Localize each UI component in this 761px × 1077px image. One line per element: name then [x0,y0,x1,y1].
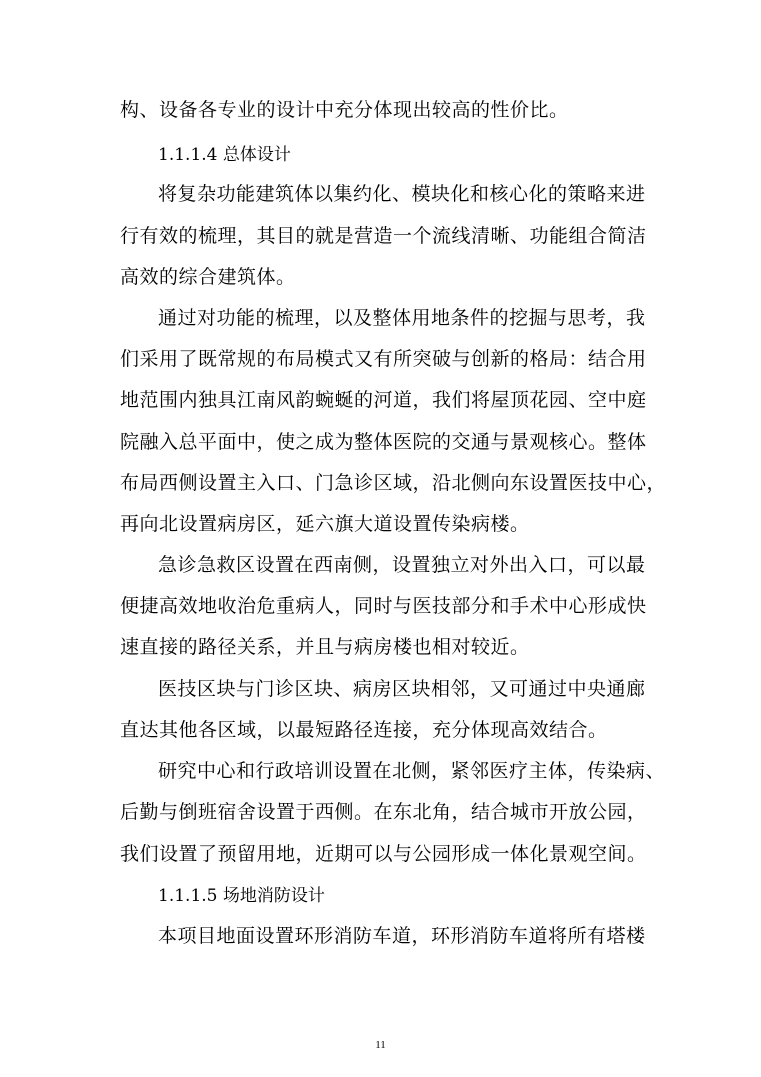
paragraph-line: 速直接的路径关系，并且与病房楼也相对较近。 [120,636,530,658]
paragraph-line: 研究中心和行政培训设置在北侧，紧邻医疗主体，传染病、 [158,760,666,782]
paragraph-line: 便捷高效地收治危重病人，同时与医技部分和手术中心形成快 [120,595,647,617]
paragraph-line: 直达其他各区域，以最短路径连接，充分体现高效结合。 [120,719,608,741]
paragraph-line: 将复杂功能建筑体以集约化、模块化和核心化的策略来进 [158,183,646,205]
section-heading-1-1-1-5: 1.1.1.5 场地消防设计 [158,886,325,906]
paragraph-line: 我们设置了预留用地，近期可以与公园形成一体化景观空间。 [120,843,647,865]
paragraph-line: 通过对功能的梳理，以及整体用地条件的挖掘与思考，我 [158,307,646,329]
section-heading-1-1-1-4: 1.1.1.4 总体设计 [158,145,291,165]
paragraph-line: 地范围内独具江南风韵蜿蜒的河道，我们将屋顶花园、空中庭 [120,389,647,411]
paragraph-line: 高效的综合建筑体。 [120,266,296,288]
paragraph-line: 本项目地面设置环形消防车道，环形消防车道将所有塔楼 [158,925,646,947]
paragraph-line: 院融入总平面中，使之成为整体医院的交通与景观核心。整体 [120,431,647,453]
page-number: 11 [375,1039,386,1051]
paragraph-line: 再向北设置病房区，延六旗大道设置传染病楼。 [120,513,530,535]
paragraph-line: 构、设备各专业的设计中充分体现出较高的性价比。 [120,99,569,121]
paragraph-line: 后勤与倒班宿舍设置于西侧。在东北角，结合城市开放公园， [120,801,647,823]
paragraph-line: 行有效的梳理，其目的就是营造一个流线清晰、功能组合简洁 [120,225,647,247]
paragraph-line: 医技区块与门诊区块、病房区块相邻，又可通过中央通廊 [158,678,646,700]
paragraph-line: 布局西侧设置主入口、门急诊区域，沿北侧向东设置医技中心， [120,472,667,494]
paragraph-line: 急诊急救区设置在西南侧，设置独立对外出入口，可以最 [158,554,646,576]
paragraph-line: 们采用了既常规的布局模式又有所突破与创新的格局：结合用 [120,348,647,370]
